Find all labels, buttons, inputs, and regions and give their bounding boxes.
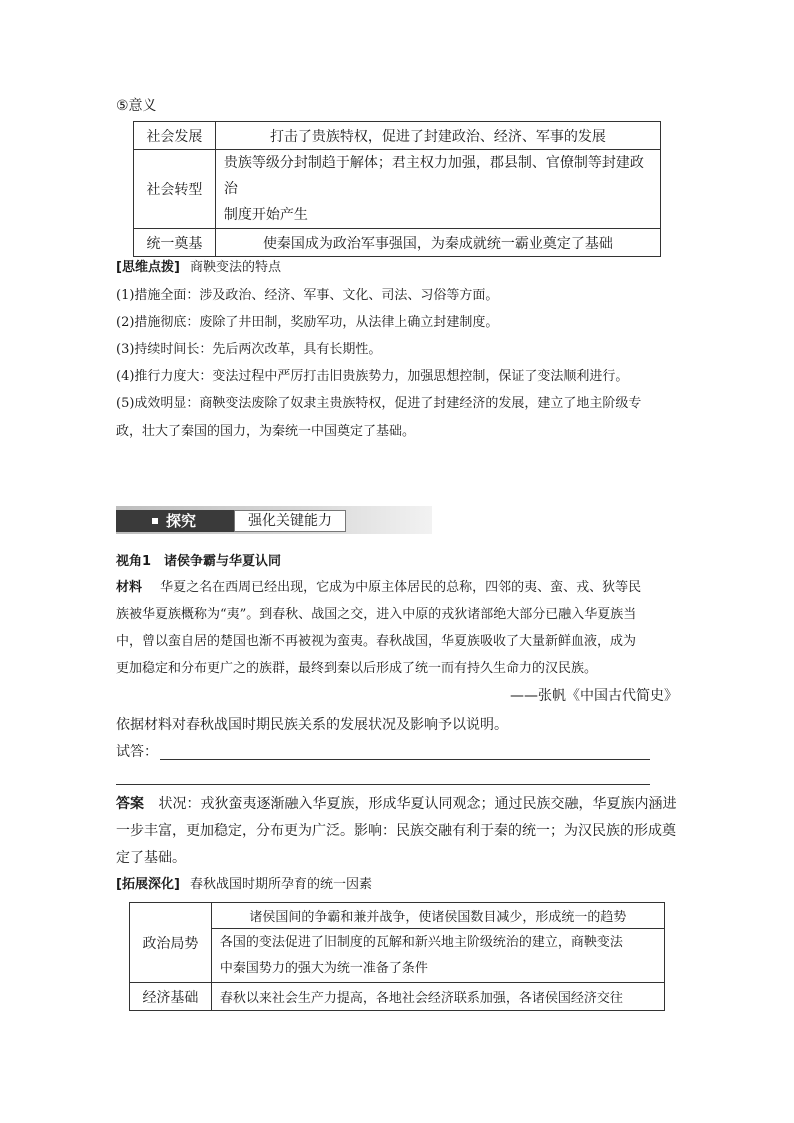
banner-box-label: 强化关键能力 <box>234 510 346 532</box>
thinking-title: 商鞅变法的特点 <box>190 260 282 275</box>
table-row <box>134 122 661 150</box>
row-label: 社会发展 <box>134 122 216 150</box>
row-content <box>211 929 664 983</box>
row-label: 社会转型 <box>134 150 216 229</box>
thinking-point: (4)推行力度大：变法过程中严厉打击旧贵族势力，加强思想控制，保证了变法顺利进行。 <box>116 369 629 384</box>
perspective-title: 视角1 诸侯争霸与华夏认同 <box>116 554 282 569</box>
answer-text: 状况：戎狄蛮夷逐渐融入华夏族，形成华夏认同观念；通过民族交融，华夏族内涵进 <box>158 796 677 812</box>
thinking-point: (2)措施彻底：废除了井田制，奖励军功，从法律上确立封建制度。 <box>116 315 499 330</box>
thinking-point: (3)持续时间长：先后两次改革，具有长期性。 <box>116 342 382 357</box>
row-content: 使秦国成为政治军事强国，为秦成就统一霸业奠定了基础 <box>215 229 660 257</box>
unification-table <box>129 902 665 1011</box>
row-content-line: 制度开始产生 <box>223 207 308 223</box>
thinking-point: (1)措施全面：涉及政治、经济、军事、文化、司法、习俗等方面。 <box>116 288 499 303</box>
question-text: 依据材料对春秋战国时期民族关系的发展状况及影响予以说明。 <box>116 717 508 733</box>
material-line: 族被华夏族概称为“夷”。到春秋、战国之交，进入中原的戎狄诸部绝大部分已融入华夏族当 <box>116 607 637 622</box>
thinking-point: (5)成效明显：商鞅变法废除了奴隶主贵族特权，促进了封建经济的发展，建立了地主阶级专 <box>116 396 642 411</box>
banner-dark-block <box>116 510 234 532</box>
row-content-line: 各国的变法促进了旧制度的瓦解和新兴地主阶级统治的建立，商鞅变法 <box>219 934 623 950</box>
table-row <box>134 150 661 229</box>
material-source: ——张帆《中国古代简史》 <box>510 688 678 704</box>
thinking-point: 政，壮大了秦国的国力，为秦统一中国奠定了基础。 <box>116 424 416 439</box>
material-line: 中，曾以蛮自居的楚国也渐不再被视为蛮夷。春秋战国，华夏族吸收了大量新鲜血液，成为 <box>116 634 637 649</box>
extension-tag: [拓展深化] <box>116 877 180 892</box>
answer-line-text: 一步丰富，更加稳定，分布更为广泛。影响：民族交融有利于秦的统一；为汉民族的形成奠 <box>116 823 676 839</box>
try-answer-label: 试答： <box>116 744 158 760</box>
table-row <box>130 903 665 929</box>
answer-line-text: 定了基础。 <box>116 850 186 866</box>
table-row <box>134 229 661 257</box>
section-banner <box>116 506 432 534</box>
answer-line[interactable] <box>160 759 650 760</box>
section-heading: ⑤意义 <box>116 98 157 114</box>
material-text: 华夏之名在西周已经出现，它成为中原主体居民的总称，四邻的夷、蛮、戎、狄等民 <box>160 580 642 595</box>
row-label: 统一奠基 <box>134 229 216 257</box>
answer-tag: 答案 <box>116 796 144 812</box>
row-label: 经济基础 <box>130 983 212 1011</box>
material-line: 更加稳定和分布更广之的族群，最终到秦以后形成了统一而有持久生命力的汉民族。 <box>116 661 598 676</box>
answer-line[interactable] <box>116 784 650 785</box>
row-content-line: 中秦国势力的强大为统一准备了条件 <box>219 960 428 976</box>
row-label: 政治局势 <box>130 903 212 983</box>
row-content-line: 贵族等级分封制趋于解体；君主权力加强，郡县制、官僚制等封建政治 <box>223 155 644 197</box>
material-line <box>116 578 641 598</box>
row-content: 春秋以来社会生产力提高，各地社会经济联系加强，各诸侯国经济交往 <box>211 983 664 1011</box>
banner-label: 探究 <box>166 512 197 530</box>
table-row <box>130 983 665 1011</box>
thinking-tag: [思维点拨] <box>116 260 180 275</box>
row-content: 打击了贵族特权，促进了封建政治、经济、军事的发展 <box>215 122 660 150</box>
extension-title: 春秋战国时期所孕育的统一因素 <box>190 877 373 892</box>
significance-table <box>133 121 661 257</box>
material-tag: 材料 <box>116 580 143 595</box>
extension-heading <box>116 875 372 895</box>
row-content <box>215 150 660 229</box>
thinking-heading <box>116 258 281 278</box>
answer-line-text <box>116 794 676 814</box>
row-content: 诸侯国间的争霸和兼并战争，使诸侯国数目减少，形成统一的趋势 <box>211 903 664 929</box>
square-bullet-icon <box>152 518 158 524</box>
